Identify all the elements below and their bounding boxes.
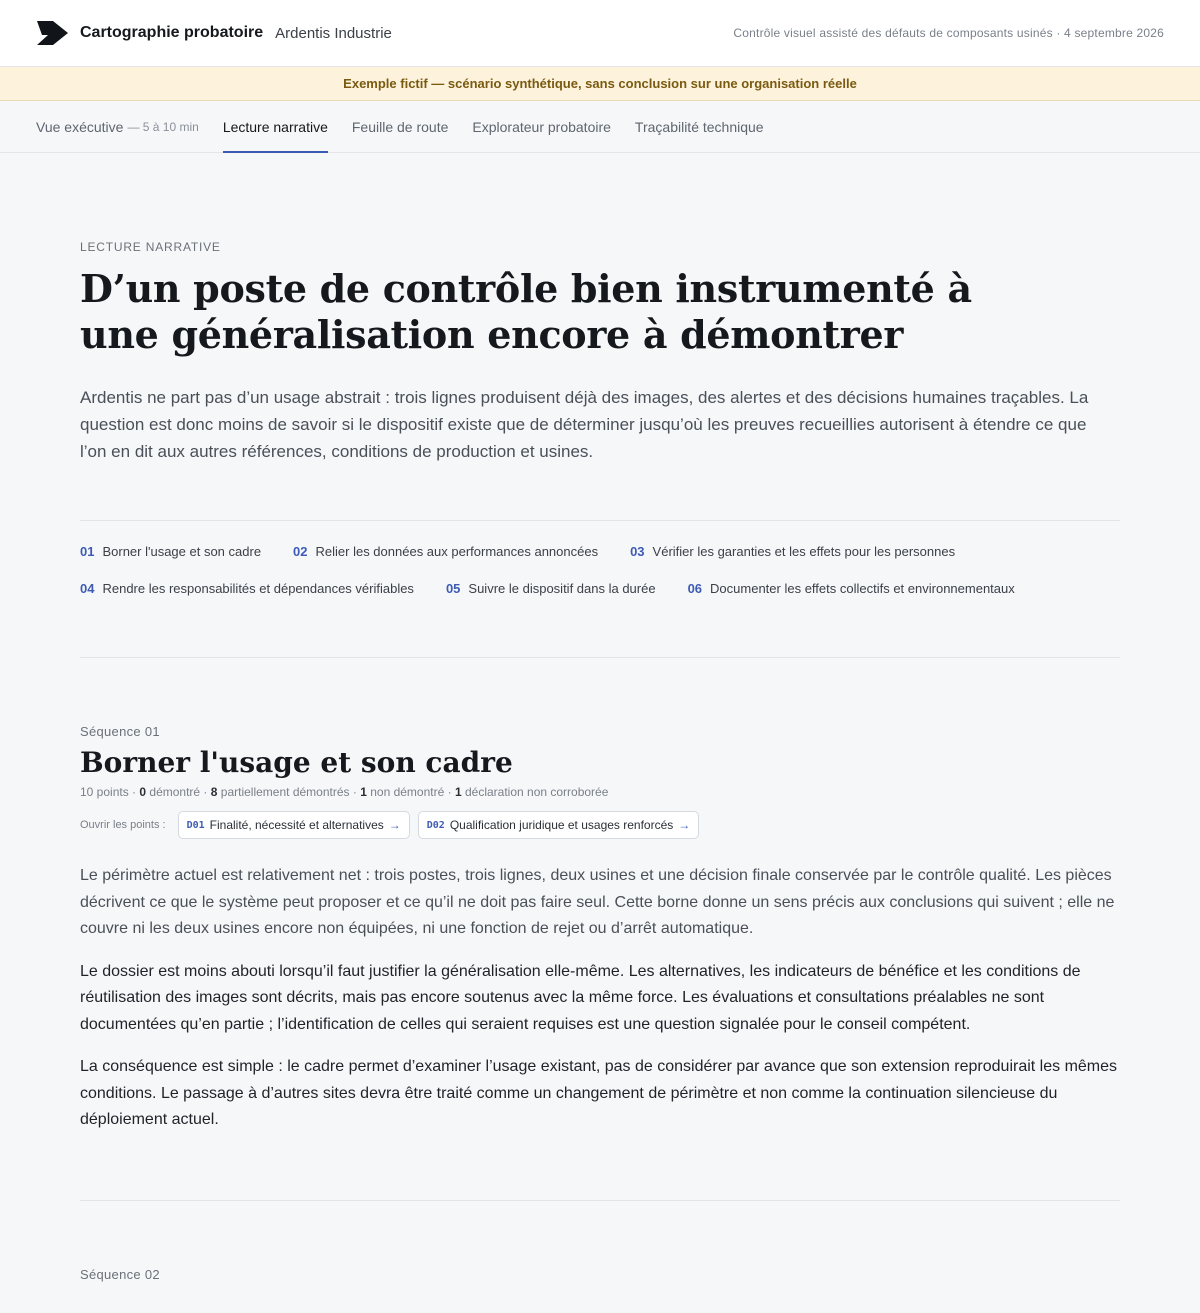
stat-partiel-count: 8 <box>210 785 218 799</box>
sequence-table-of-contents <box>80 520 1120 597</box>
page-kicker: LECTURE NARRATIVE <box>80 240 221 254</box>
app-header <box>0 0 1200 67</box>
section-divider <box>80 1200 1120 1201</box>
toc-number: 02 <box>293 544 308 559</box>
tab-label: Lecture narrative <box>222 118 328 135</box>
point-label: Qualification juridique et usages renforcés <box>449 818 674 832</box>
page-title: D’un poste de contrôle bien instrumenté à une généralisation encore à démontrer <box>80 266 972 357</box>
open-points-row <box>80 811 1120 839</box>
toc-item-06[interactable] <box>688 580 1015 597</box>
arrow-right-icon: → <box>388 818 401 832</box>
toc-label: Borner l'usage et son cadre <box>102 544 262 559</box>
toc-label: Vérifier les garanties et les effets pour les personnes <box>652 544 956 559</box>
banner-text: Exemple fictif — scénario synthétique, sans conclusion sur une organisation réelle <box>343 76 857 91</box>
stat-demontre-count: 0 <box>139 785 147 799</box>
toc-item-02[interactable] <box>293 543 598 560</box>
chevron-arrow-logo-icon[interactable] <box>36 21 68 45</box>
point-label: Finalité, nécessité et alternatives <box>209 818 384 832</box>
tab-label: Explorateur probatoire <box>472 118 611 135</box>
header-meta: Contrôle visuel assisté des défauts de composants usinés · 4 septembre 2026 <box>733 26 1164 40</box>
toc-label: Documenter les effets collectifs et environnementaux <box>710 581 1015 596</box>
main-content <box>0 240 1200 1282</box>
arrow-right-icon: → <box>678 818 691 832</box>
toc-item-03[interactable] <box>630 543 955 560</box>
tab-tracabilite-technique[interactable] <box>635 101 764 152</box>
stat-points: 10 points <box>80 785 129 799</box>
sequence-kicker: Séquence 02 <box>80 1266 160 1282</box>
toc-number: 05 <box>445 581 461 596</box>
stat-separator: · <box>128 785 140 799</box>
toc-number: 03 <box>630 544 645 559</box>
toc-item-04[interactable] <box>80 580 414 597</box>
app-title[interactable]: Cartographie probatoire <box>80 24 264 41</box>
toc-label: Relier les données aux performances annoncées <box>315 544 599 559</box>
toc-number: 04 <box>80 581 95 596</box>
stat-separator: · <box>444 785 455 799</box>
point-code: D02 <box>426 819 445 831</box>
sequence-kicker: Séquence 01 <box>80 724 160 739</box>
toc-number: 01 <box>80 544 95 559</box>
stat-demontre-label: démontré <box>146 785 201 799</box>
section-divider <box>80 657 1120 658</box>
point-chip-d02[interactable] <box>418 811 700 839</box>
stat-partiel-label: partiellement démontrés <box>217 785 350 799</box>
tab-duration-note: — 5 à 10 min <box>127 119 199 134</box>
stat-non-label: non démontré <box>366 785 445 799</box>
toc-item-05[interactable] <box>446 580 656 597</box>
organization-name: Ardentis Industrie <box>275 24 392 42</box>
stat-separator: · <box>200 785 211 799</box>
tab-explorateur-probatoire[interactable] <box>472 101 611 152</box>
open-points-label: Ouvrir les points : <box>80 819 166 831</box>
stat-decl-label: déclaration non corroborée <box>461 785 609 799</box>
stat-decl-count: 1 <box>454 785 462 799</box>
sequence-title: Borner l'usage et son cadre <box>80 746 513 779</box>
toc-item-01[interactable] <box>80 543 261 560</box>
tab-label: Traçabilité technique <box>634 118 764 135</box>
stat-non-count: 1 <box>360 785 367 799</box>
tab-feuille-de-route[interactable] <box>352 101 449 152</box>
page-lead: Ardentis ne part pas d’un usage abstrait : trois lignes produisent déjà des images, des alertes et des décisions humaines traçables. La question est donc moins de savoir si le dispositif existe que de déterminer jusqu’où les preuves recueillies autorisent à étendre ce que l’on en dit aux autres références, conditions de production et usines. <box>80 388 1089 461</box>
point-code: D01 <box>186 819 205 831</box>
fictional-example-banner <box>0 67 1200 101</box>
sequence-paragraph-3: La conséquence est simple : le cadre permet d’examiner l’usage existant, pas de considérer par avance que son extension reproduirait les mêmes conditions. Le passage à d’autres sites devra être traité comme un changement de périmètre et non comme la continuation silencieuse du déploiement actuel. <box>80 1058 1118 1128</box>
sequence-stats <box>80 785 1120 799</box>
toc-label: Suivre le dispositif dans la durée <box>468 581 656 596</box>
stat-separator: · <box>349 785 361 799</box>
tab-label: Feuille de route <box>351 118 449 135</box>
tab-lecture-narrative[interactable] <box>223 101 328 152</box>
view-tabs <box>0 101 1200 153</box>
tab-vue-executive[interactable] <box>36 101 199 152</box>
point-chip-d01[interactable] <box>178 811 410 839</box>
sequence-paragraph-2: Le dossier est moins abouti lorsqu’il faut justifier la généralisation elle-même. Les alternatives, les indicateurs de bénéfice et les conditions de réutilisation des images sont décrits, mais pas encore soutenus avec la même force. Les évaluations et consultations préalables ne sont documentées qu’en partie ; l’identification de celles qui seraient requises est une question signalée pour le conseil compétent. <box>80 962 1081 1033</box>
toc-number: 06 <box>687 581 703 596</box>
tab-label: Vue exécutive <box>36 118 124 135</box>
toc-label: Rendre les responsabilités et dépendances vérifiables <box>102 581 414 596</box>
sequence-paragraph-1: Le périmètre actuel est relativement net : trois postes, trois lignes, deux usines et une décision finale conservée par le contrôle qualité. Les pièces décrivent ce que le système peut proposer et ce qu’il ne doit pas faire seul. Cette borne donne un sens précis aux conclusions qui suivent ; elle ne couvre ni les deux usines encore non équipées, ni une fonction de rejet ou d’arrêt automatique. <box>80 867 1115 937</box>
